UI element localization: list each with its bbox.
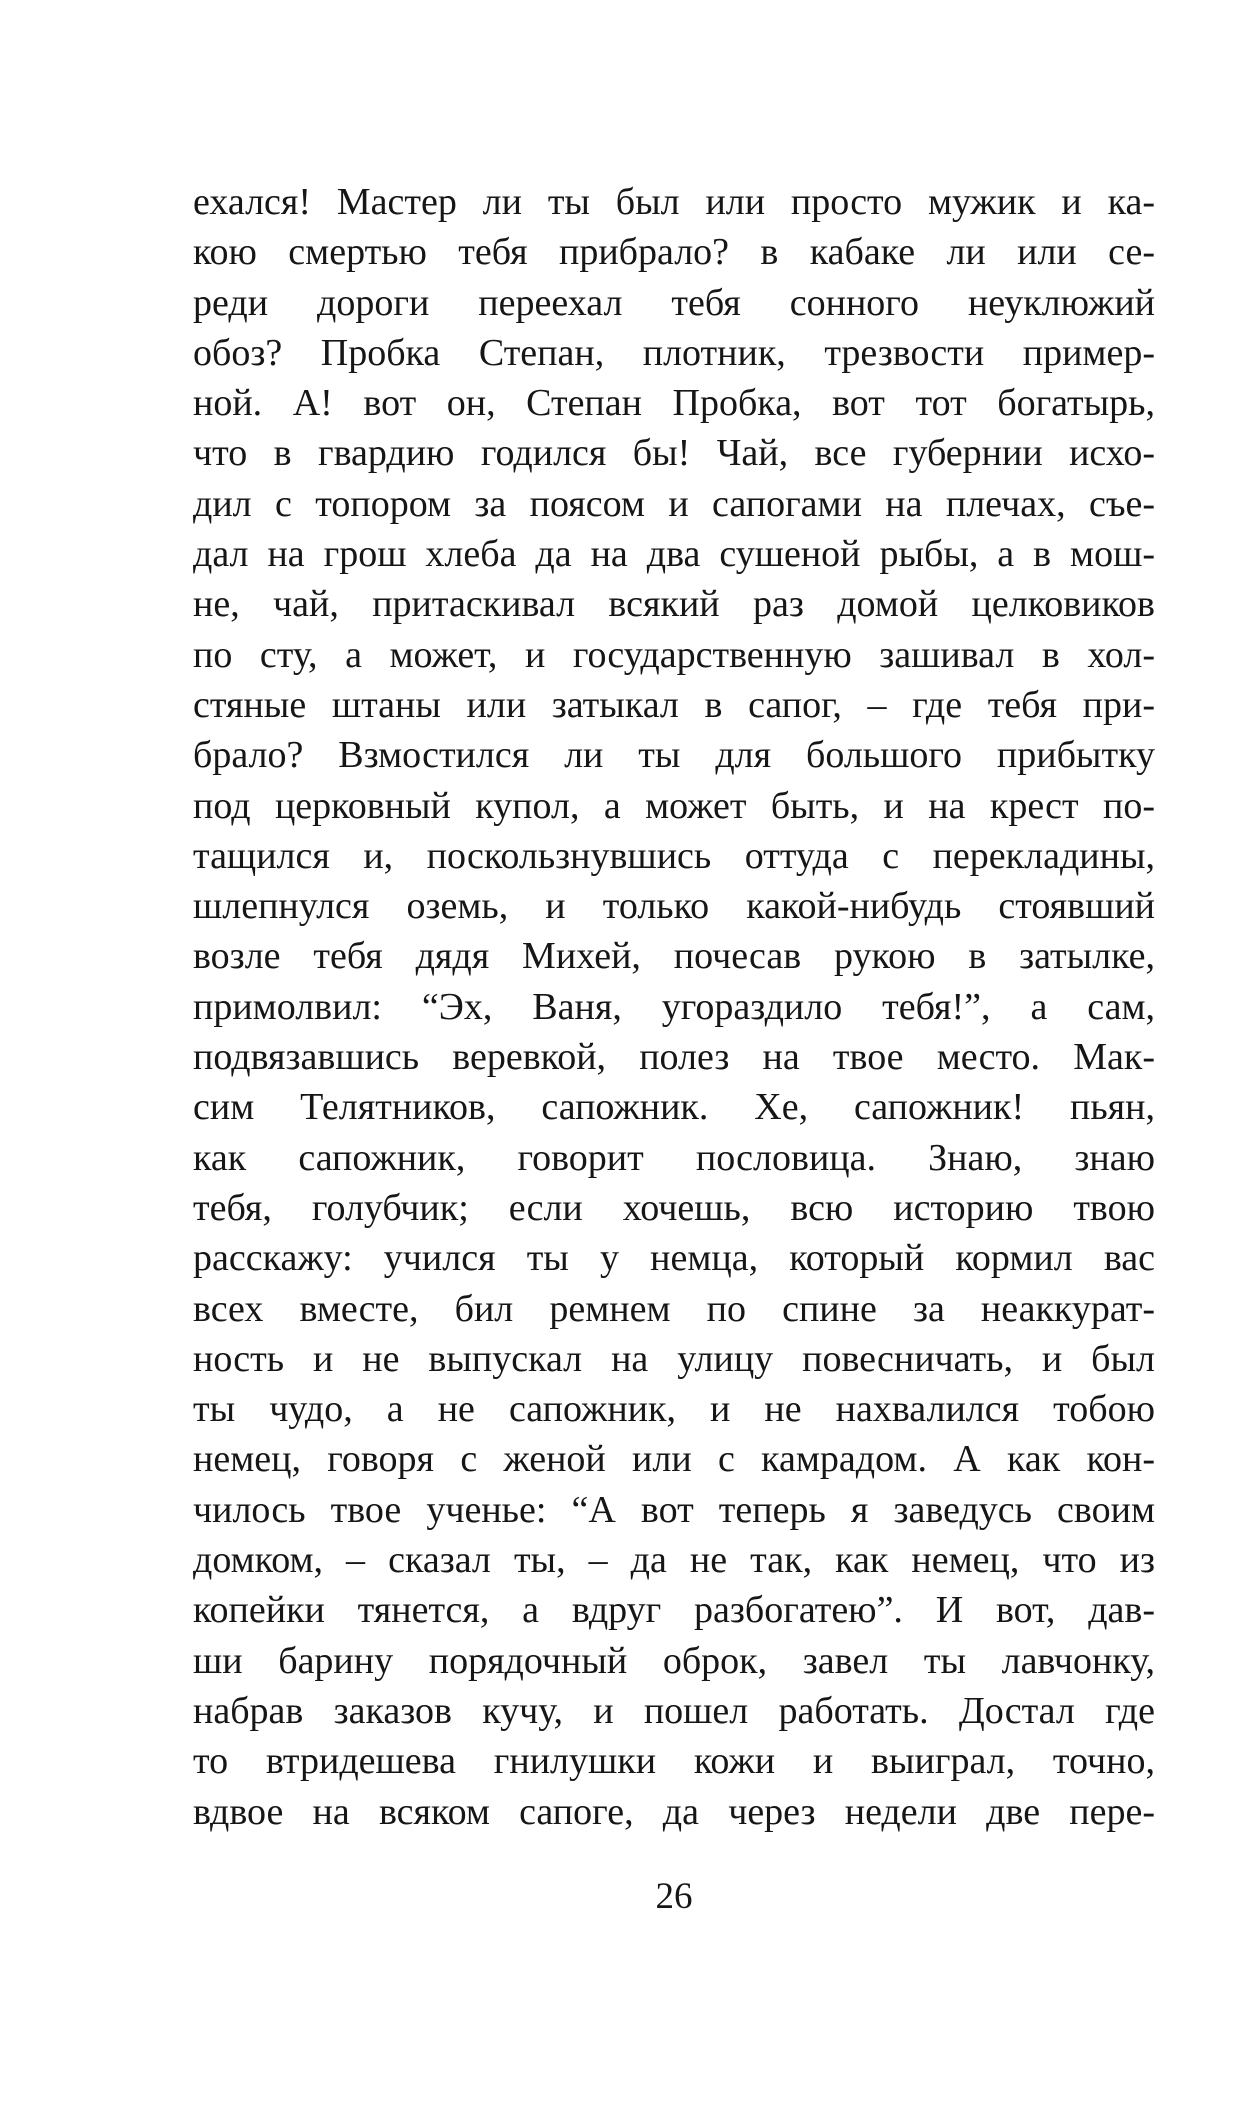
text-line: обоз? Пробка Степан, плотник, трезвости пример- bbox=[193, 331, 1155, 374]
text-line: тащился и, поскользнувшись оттуда с перекладины, bbox=[193, 834, 1155, 877]
text-line: подвязавшись веревкой, полез на твое место. Мак- bbox=[193, 1036, 1155, 1079]
page-number: 26 bbox=[655, 1876, 693, 1917]
text-line: всех вместе, бил ремнем по спине за неаккурат- bbox=[193, 1287, 1155, 1330]
text-line: ность и не выпускал на улицу повесничать, и был bbox=[193, 1337, 1155, 1380]
text-line: возле тебя дядя Михей, почесав рукою в затылке, bbox=[193, 935, 1155, 978]
text-line: кою смертью тебя прибрало? в кабаке ли или се- bbox=[193, 231, 1155, 274]
text-line: набрав заказов кучу, и пошел работать. Достал где bbox=[193, 1689, 1155, 1732]
text-line: домком, – сказал ты, – да не так, как немец, что из bbox=[193, 1539, 1155, 1582]
text-line: сим Телятников, сапожник. Хе, сапожник! пьян, bbox=[193, 1086, 1155, 1129]
text-line: расскажу: учился ты у немца, который кормил вас bbox=[193, 1237, 1155, 1280]
text-line: ши барину порядочный оброк, завел ты лавчонку, bbox=[193, 1639, 1155, 1682]
text-line: как сапожник, говорит пословица. Знаю, знаю bbox=[193, 1136, 1155, 1179]
text-line: ной. А! вот он, Степан Пробка, вот тот богатырь, bbox=[193, 382, 1155, 425]
text-line: дал на грош хлеба да на два сушеной рыбы, а в мош- bbox=[193, 533, 1155, 576]
text-line: то втридешева гнилушки кожи и выиграл, точно, bbox=[193, 1740, 1155, 1783]
text-line: примолвил: “Эх, Ваня, угораздило тебя!”, а сам, bbox=[193, 985, 1155, 1028]
text-line: вдвое на всяком сапоге, да через недели две пере- bbox=[193, 1790, 1155, 1833]
text-line: ехался! Мастер ли ты был или просто мужик и ка- bbox=[193, 181, 1155, 223]
text-line: под церковный купол, а может быть, и на крест по- bbox=[193, 784, 1155, 827]
text-line: по сту, а может, и государственную зашивал в хол- bbox=[193, 633, 1155, 676]
text-line: копейки тянется, а вдруг разбогатею”. И вот, дав- bbox=[193, 1589, 1155, 1632]
text-line: шлепнулся оземь, и только какой-нибудь стоявший bbox=[193, 885, 1155, 928]
text-line: стяные штаны или затыкал в сапог, – где тебя при- bbox=[193, 683, 1155, 726]
text-line: что в гвардию годился бы! Чай, все губернии исхо- bbox=[193, 432, 1155, 475]
text-line: чилось твое ученье: “А вот теперь я заведусь своим bbox=[193, 1488, 1155, 1531]
text-line: ты чудо, а не сапожник, и не нахвалился тобою bbox=[193, 1388, 1155, 1431]
text-line: тебя, голубчик; если хочешь, всю историю твою bbox=[193, 1186, 1155, 1229]
body-text bbox=[193, 177, 1155, 1837]
text-line: реди дороги переехал тебя сонного неуклюжий bbox=[193, 281, 1155, 324]
text-line: дил с топором за поясом и сапогами на плечах, съе- bbox=[193, 482, 1155, 525]
text-line: брало? Взмостился ли ты для большого прибытку bbox=[193, 734, 1155, 777]
text-line: немец, говоря с женой или с камрадом. А как кон- bbox=[193, 1438, 1155, 1481]
text-line: не, чай, притаскивал всякий раз домой целковиков bbox=[193, 583, 1155, 626]
